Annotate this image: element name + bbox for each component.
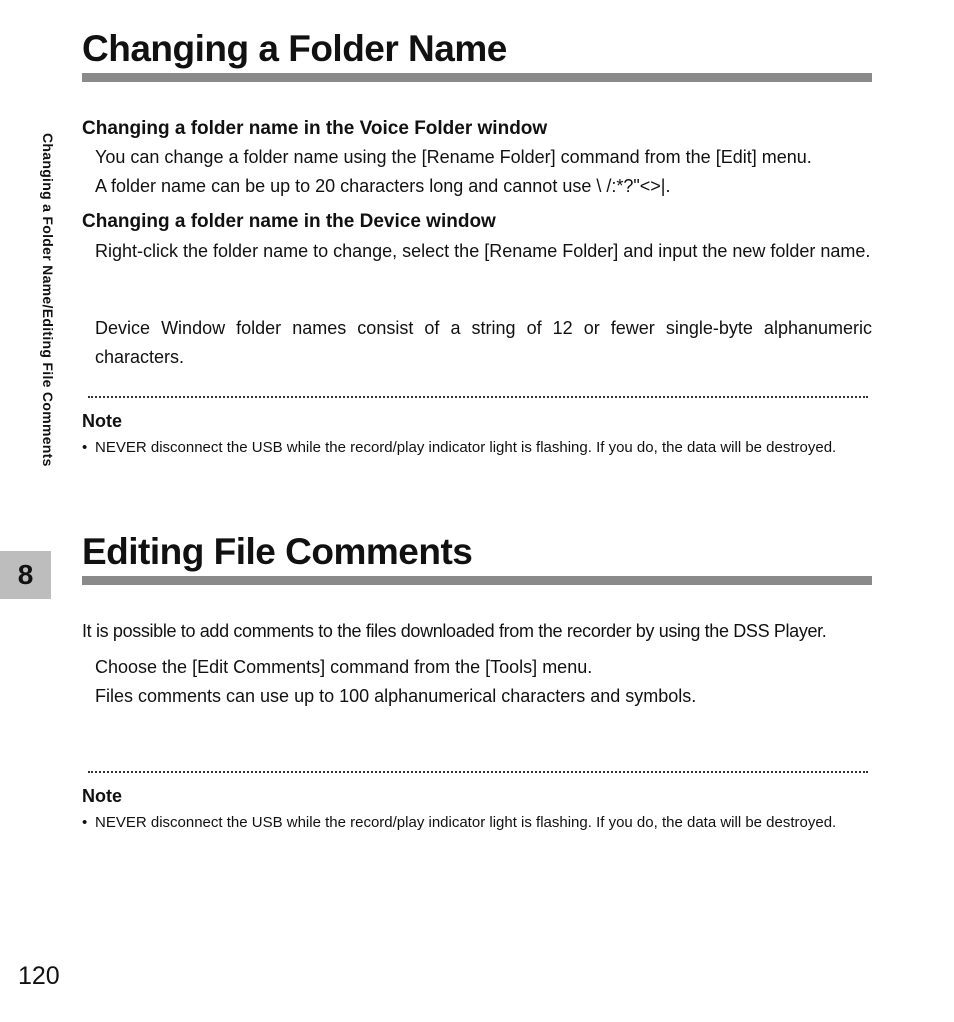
section-title-changing-folder-name: Changing a Folder Name	[82, 28, 507, 69]
voice-folder-line-2: A folder name can be up to 20 characters long and cannot use \ /:*?"<>|.	[95, 176, 671, 196]
section-title-editing-file-comments: Editing File Comments	[82, 531, 473, 572]
voice-folder-line-1: You can change a folder name using the [Rename Folder] command from the [Edit] menu.	[95, 147, 812, 167]
chapter-number-tab: 8	[0, 551, 51, 599]
note-text: NEVER disconnect the USB while the record/play indicator light is flashing. If you do, the data will be destroyed.	[95, 439, 837, 456]
note-bullet: •	[82, 814, 88, 831]
note-text: NEVER disconnect the USB while the record/play indicator light is flashing. If you do, the data will be destroyed.	[95, 814, 837, 831]
dotted-divider	[88, 771, 868, 773]
device-window-paragraph-2: Device Window folder names consist of a string of 12 or fewer single-byte alphanumeric characters.	[95, 318, 872, 367]
note-heading: Note	[82, 786, 122, 806]
editing-comments-line-2: Files comments can use up to 100 alphanumerical characters and symbols.	[95, 686, 697, 706]
subheading-device-window: Changing a folder name in the Device window	[82, 211, 496, 232]
page-number: 120	[18, 962, 60, 990]
subheading-voice-folder-window: Changing a folder name in the Voice Folder window	[82, 118, 548, 139]
device-window-paragraph-1: Right-click the folder name to change, select the [Rename Folder] and input the new folder name.	[95, 241, 871, 261]
note-heading: Note	[82, 411, 122, 431]
section-title-rule	[82, 73, 872, 82]
side-chapter-label: Changing a Folder Name/Editing File Comments	[40, 133, 56, 467]
editing-comments-line-1: Choose the [Edit Comments] command from the [Tools] menu.	[95, 657, 593, 677]
dotted-divider	[88, 396, 868, 398]
section-title-rule	[82, 576, 872, 585]
editing-comments-intro: It is possible to add comments to the files downloaded from the recorder by using the DSS Player.	[82, 621, 827, 641]
note-bullet: •	[82, 439, 88, 456]
